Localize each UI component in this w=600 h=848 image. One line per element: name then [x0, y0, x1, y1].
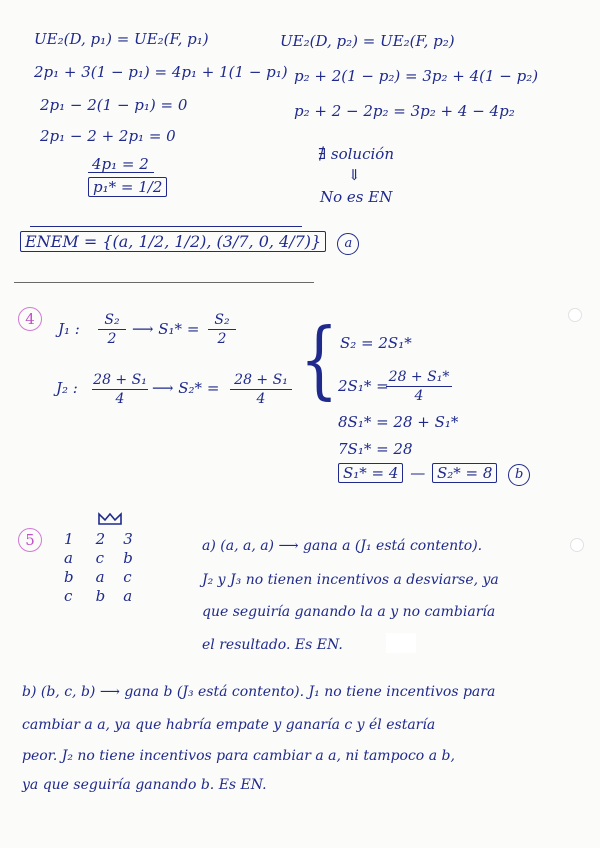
header-2: 2 — [95, 530, 106, 548]
right-eq-2: p₂ + 2(1 − p₂) = 3p₂ + 4(1 − p₂) — [294, 67, 539, 85]
j1-result-fraction — [208, 312, 236, 347]
j1-fraction — [98, 312, 126, 347]
underline — [88, 172, 154, 173]
j2-result-fraction — [230, 372, 292, 407]
j2-res-den: 4 — [256, 391, 266, 407]
system-brace: { — [300, 311, 339, 409]
part-b-line-2: cambiar a a, ya que habría empate y ganaría c y él estaría — [22, 717, 436, 733]
cell: b — [95, 587, 106, 605]
left-result — [88, 178, 167, 196]
left-eq-4: 2p₁ − 2 + 2p₁ = 0 — [40, 127, 176, 145]
part-b-line-4: ya que seguiría ganando b. Es EN. — [22, 777, 267, 793]
left-eq-5: 4p₁ = 2 — [92, 155, 149, 173]
left-eq-1: UE₂(D, p₁) = UE₂(F, p₁) — [34, 30, 209, 48]
header-1: 1 — [64, 530, 74, 548]
j1-res-num: S₂ — [214, 312, 230, 328]
cell: a — [64, 549, 73, 567]
binder-hole — [568, 308, 582, 322]
section-divider — [14, 282, 314, 283]
cell: b — [64, 568, 74, 586]
j2-frac-num: 28 + S₁ — [93, 372, 147, 388]
enem-result — [20, 233, 359, 255]
cell: b — [123, 549, 133, 567]
system-results: S₁* = 4 — S₂* = 8 b — [338, 464, 530, 486]
j1-arrow: ⟶ S₁* = — [132, 320, 200, 338]
j2-res-num: 28 + S₁ — [234, 372, 288, 388]
right-eq-1: UE₂(D, p₂) = UE₂(F, p₂) — [280, 32, 455, 50]
s2-result: S₂* = 8 — [432, 463, 497, 483]
cell: a — [123, 587, 133, 605]
part-a-line-1: a) (a, a, a) ⟶ gana a (J₁ está contento). — [202, 538, 483, 554]
system-eq-2-den: 4 — [414, 388, 424, 404]
cell: a — [95, 568, 105, 586]
j1-frac-den: 2 — [107, 331, 117, 347]
part-b-line-1: b) (b, c, b) ⟶ gana b (J₃ está contento). J₁ no tiene incentivos para — [22, 684, 496, 700]
enem-overline — [30, 226, 302, 227]
not-en: No es EN — [320, 188, 393, 206]
right-eq-3: p₂ + 2 − 2p₂ = 3p₂ + 4 − 4p₂ — [294, 102, 515, 120]
exercise-4-number: 4 — [18, 307, 42, 331]
binder-hole — [570, 538, 584, 552]
system-eq-1: S₂ = 2S₁* — [340, 334, 412, 352]
left-eq-3: 2p₁ − 2(1 − p₁) = 0 — [40, 96, 188, 114]
correction-tape — [386, 633, 416, 653]
j1-label: J₁ : — [58, 320, 80, 338]
j1-frac-num: S₂ — [104, 312, 120, 328]
cell: c — [95, 549, 105, 567]
part-a-line-4: el resultado. Es EN. — [202, 637, 343, 653]
part-a-line-2: J₂ y J₃ no tienen incentivos a desviarse, ya — [202, 572, 499, 588]
part-a-line-3: que seguiría ganando la a y no cambiaría — [202, 604, 496, 620]
exercise-5-number: 5 — [18, 528, 42, 552]
preference-table — [64, 530, 145, 606]
result-box: p₁* = 1/2 — [88, 177, 167, 197]
part-b-circle: b — [508, 464, 530, 486]
system-eq-4: 7S₁* = 28 — [338, 440, 413, 458]
cell: c — [123, 568, 132, 586]
part-b-line-3: peor. J₂ no tiene incentivos para cambiar a a, ni tampoco a b, — [22, 748, 455, 764]
j2-fraction — [92, 372, 148, 407]
cell: c — [64, 587, 73, 605]
system-eq-2-lhs: 2S₁* = — [338, 377, 389, 395]
j2-frac-den: 4 — [115, 391, 125, 407]
header-3: 3 — [123, 530, 133, 548]
j2-arrow: ⟶ S₂* = — [152, 379, 220, 397]
j2-label: J₂ : — [56, 379, 78, 397]
j1-res-den: 2 — [217, 331, 227, 347]
crown-icon — [97, 512, 123, 526]
implies-arrow: ⇓ — [348, 166, 361, 184]
part-a-circle: a — [337, 233, 359, 255]
system-eq-2-fraction — [386, 369, 452, 404]
system-eq-3: 8S₁* = 28 + S₁* — [338, 413, 459, 431]
system-eq-2-num: 28 + S₁* — [388, 369, 450, 385]
no-solution: ∄ solución — [318, 145, 394, 163]
left-eq-2: 2p₁ + 3(1 − p₁) = 4p₁ + 1(1 − p₁) — [34, 63, 288, 81]
enem-box: ENEM = {(a, 1/2, 1/2), (3/7, 0, 4/7)} — [20, 231, 326, 252]
s1-result: S₁* = 4 — [338, 463, 403, 483]
